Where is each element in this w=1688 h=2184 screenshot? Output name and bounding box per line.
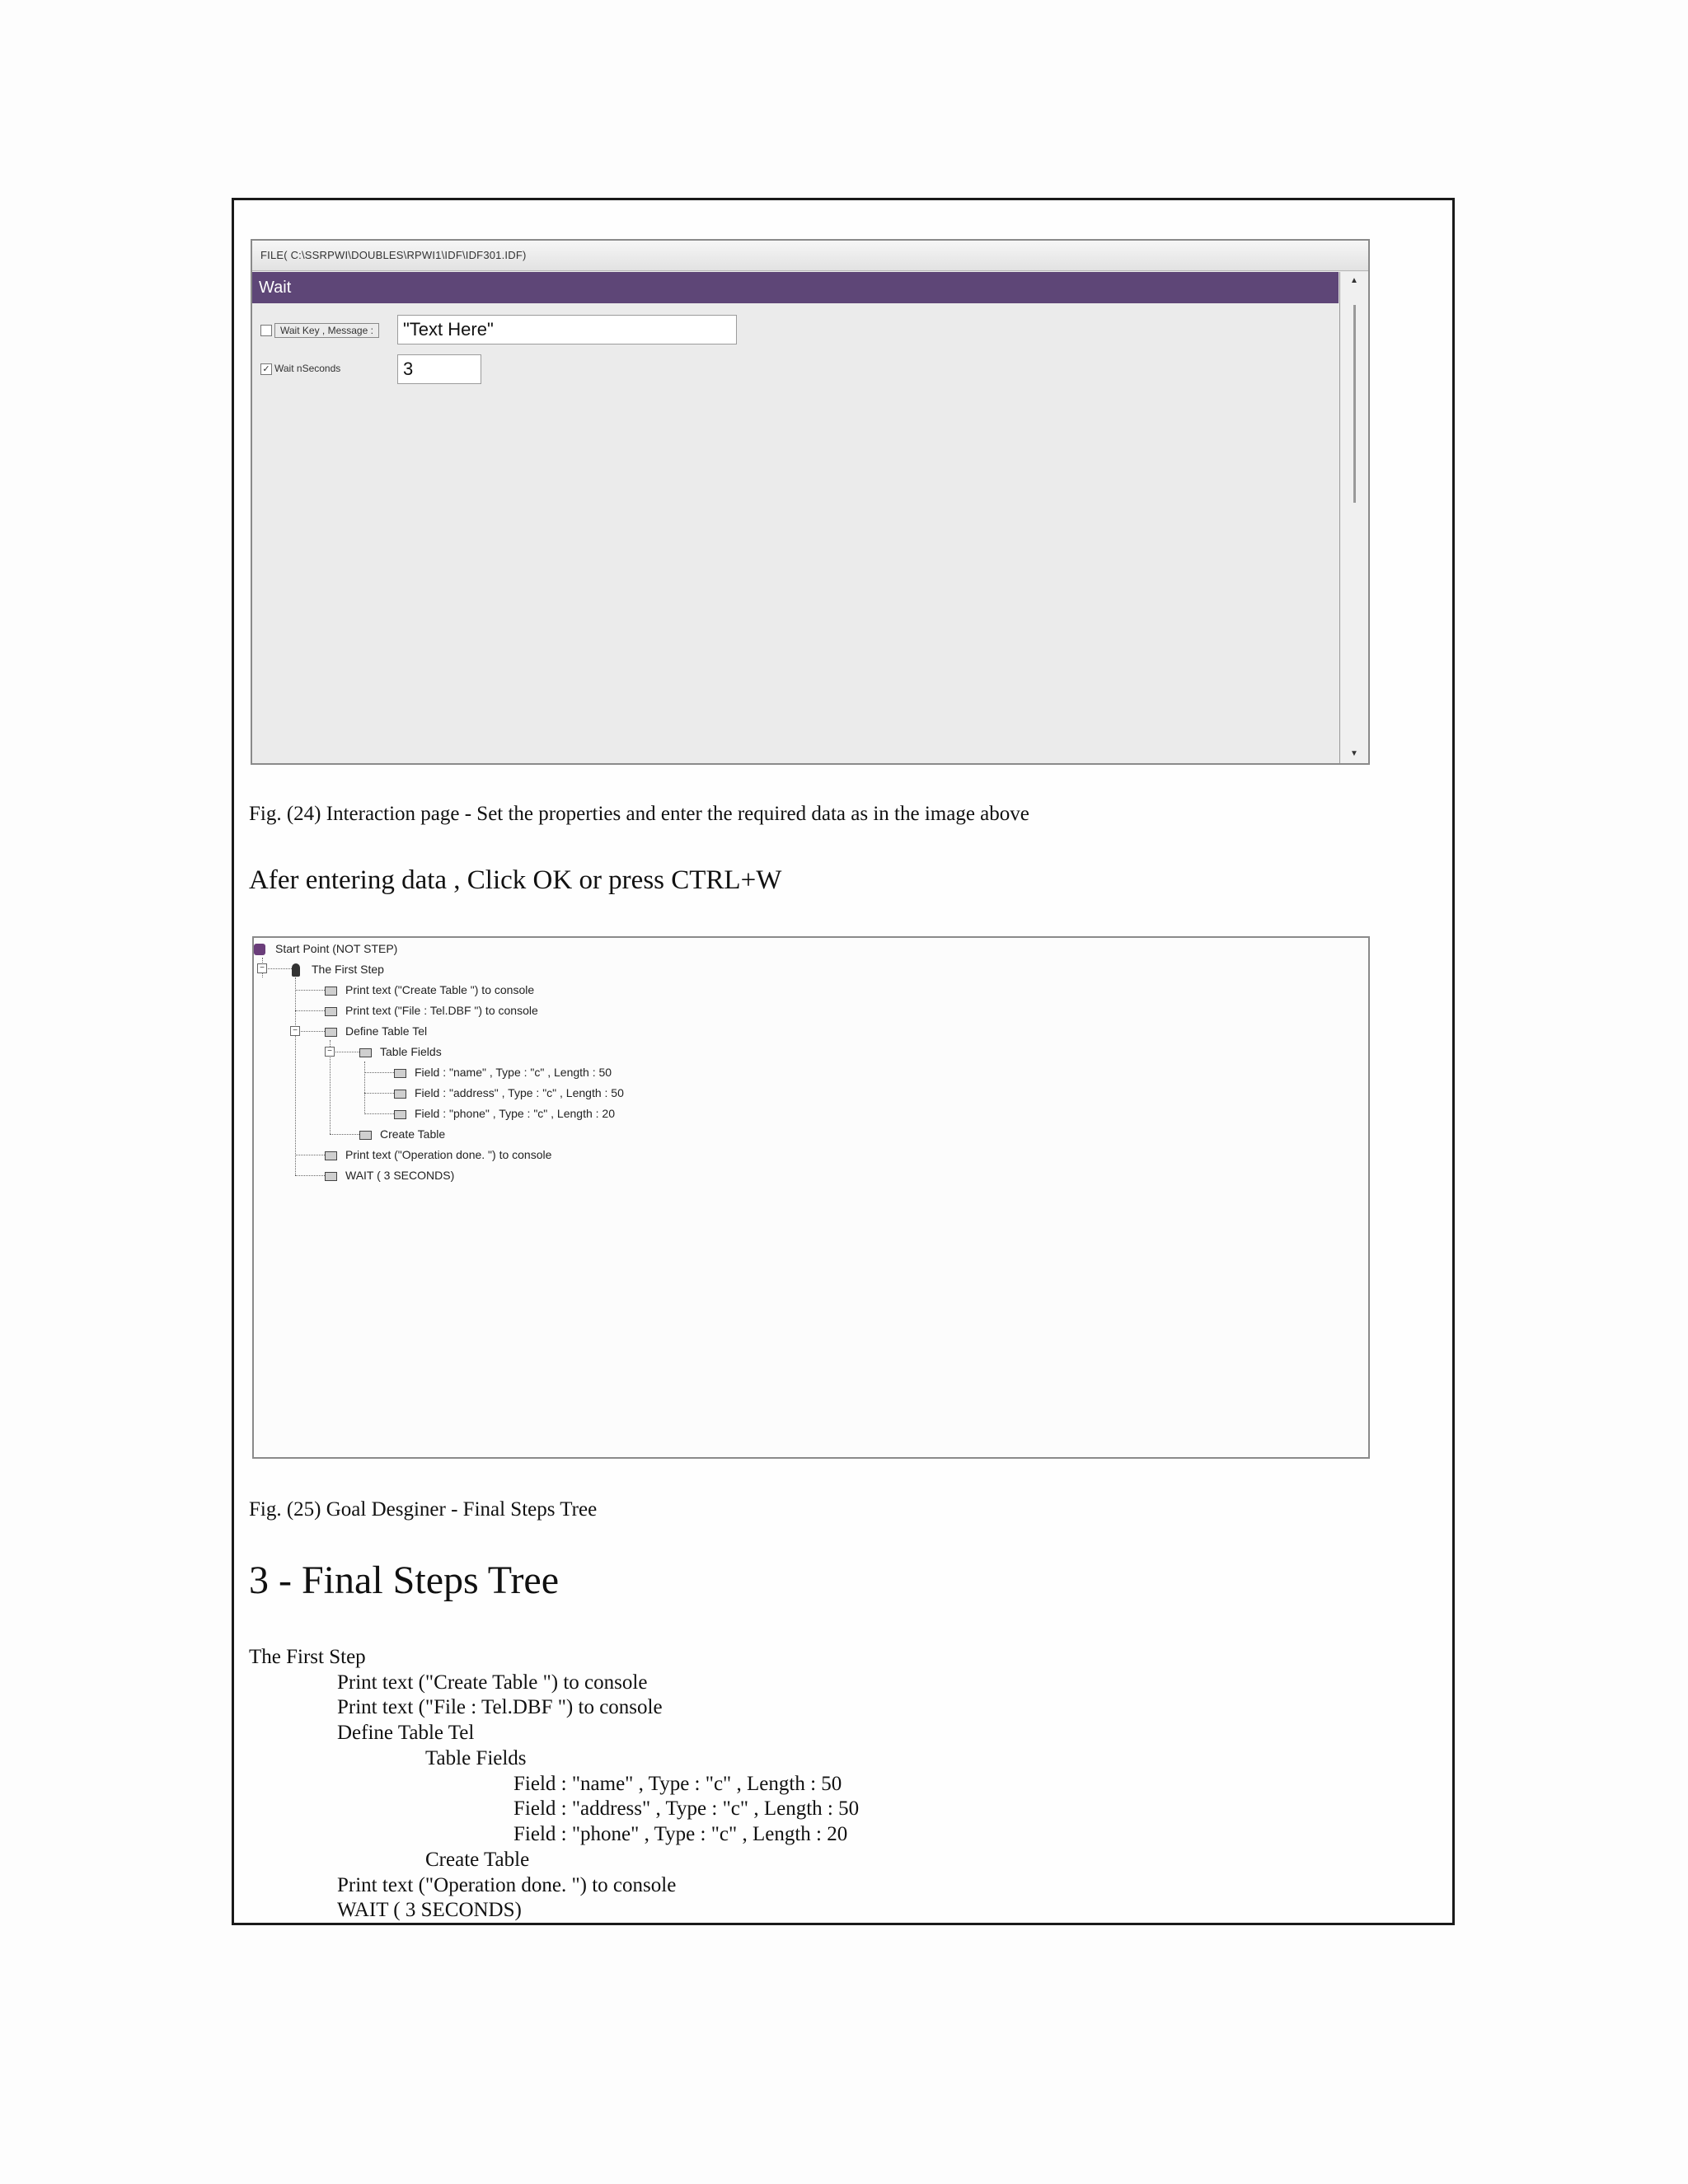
tree-node-label: Print text ("File : Tel.DBF ") to console (345, 1004, 538, 1017)
tree-node-label: Start Point (NOT STEP) (275, 942, 398, 955)
tree-node-first-step[interactable] (292, 962, 384, 977)
scroll-thumb[interactable] (1353, 305, 1356, 503)
final-tree-line: The First Step (249, 1646, 366, 1668)
step-icon (292, 963, 300, 977)
tree-node-label: Print text ("Create Table ") to console (345, 983, 535, 996)
command-icon (359, 1131, 372, 1140)
figure-25-caption: Fig. (25) Goal Desginer - Final Steps Tree (249, 1498, 598, 1521)
final-tree-line: Create Table (425, 1849, 530, 1871)
dialog-title: Wait (252, 272, 1339, 303)
tree-node-label: The First Step (312, 963, 384, 976)
command-icon (325, 987, 337, 996)
final-tree-line: Define Table Tel (337, 1722, 475, 1744)
tree-connector (364, 1072, 394, 1073)
wait-seconds-row (260, 363, 340, 375)
tree-connector (295, 977, 296, 1175)
figure-24-caption: Fig. (24) Interaction page - Set the properties and enter the required data as in the image above (249, 803, 1029, 825)
tree-node[interactable] (325, 1147, 551, 1162)
tree-node[interactable] (394, 1065, 612, 1080)
wait-key-checkbox[interactable] (260, 325, 272, 336)
wait-dialog-screenshot (251, 239, 1370, 765)
scroll-down-icon[interactable]: ▼ (1350, 749, 1358, 758)
tree-connector (295, 1010, 325, 1011)
collapse-table-fields-icon[interactable]: − (325, 1047, 335, 1057)
final-tree-line: Print text ("Operation done. ") to console (337, 1874, 677, 1896)
tree-node-label: Field : "address" , Type : "c" , Length : 50 (415, 1086, 624, 1099)
collapse-first-step-icon[interactable]: − (257, 963, 267, 973)
tree-node-start-point[interactable] (254, 941, 397, 956)
wait-key-message-input[interactable]: "Text Here" (397, 315, 737, 344)
tree-node-label: Field : "name" , Type : "c" , Length : 50 (415, 1066, 612, 1079)
wait-seconds-checkbox[interactable]: ✓ (260, 363, 272, 375)
final-tree-line: Field : "phone" , Type : "c" , Length : 20 (513, 1823, 848, 1845)
wait-seconds-input[interactable]: 3 (397, 354, 481, 384)
final-tree-line: Print text ("File : Tel.DBF ") to console (337, 1696, 663, 1718)
final-tree-line: Field : "address" , Type : "c" , Length : 50 (513, 1797, 860, 1820)
section-heading: 3 - Final Steps Tree (249, 1558, 560, 1602)
tree-node-label: Define Table Tel (345, 1024, 428, 1038)
wait-seconds-label: Wait nSeconds (274, 363, 341, 374)
tree-connector (364, 1062, 365, 1114)
tree-connector (364, 1113, 394, 1114)
command-icon (325, 1151, 337, 1160)
file-path-bar: FILE( C:\SSRPWI\DOUBLES\RPWI1\IDF\IDF301.IDF) (252, 241, 1368, 271)
instruction-text: Afer entering data , Click OK or press CTRL+W (249, 865, 782, 895)
scroll-up-icon[interactable]: ▲ (1350, 276, 1358, 285)
command-icon (394, 1069, 406, 1078)
tree-node-label: WAIT ( 3 SECONDS) (345, 1169, 455, 1182)
tree-connector (330, 1134, 359, 1135)
command-icon (325, 1172, 337, 1181)
tree-node-label: Print text ("Operation done. ") to console (345, 1148, 552, 1161)
tree-connector (364, 1093, 394, 1094)
final-tree-line: Table Fields (425, 1747, 527, 1769)
tree-node[interactable] (325, 1024, 427, 1038)
command-icon (325, 1007, 337, 1016)
collapse-define-table-icon[interactable]: − (290, 1026, 300, 1036)
tree-connector (295, 1175, 325, 1176)
steps-tree-screenshot (252, 936, 1370, 1459)
tree-connector (295, 990, 325, 991)
final-tree-line: Print text ("Create Table ") to console (337, 1671, 648, 1694)
command-icon (394, 1110, 406, 1119)
tree-node[interactable] (394, 1085, 624, 1100)
wait-key-label: Wait Key , Message : (274, 323, 379, 338)
command-icon (394, 1090, 406, 1099)
tree-node[interactable] (359, 1127, 445, 1141)
tree-node-label: Create Table (380, 1127, 446, 1141)
command-icon (359, 1048, 372, 1057)
vertical-scrollbar[interactable] (1339, 272, 1368, 763)
tree-node[interactable] (325, 1168, 454, 1183)
final-tree-line: Field : "name" , Type : "c" , Length : 50 (513, 1773, 842, 1795)
tree-node-label: Table Fields (380, 1045, 442, 1058)
tree-node[interactable] (394, 1106, 615, 1121)
start-point-icon (254, 944, 265, 955)
final-tree-line: WAIT ( 3 SECONDS) (337, 1899, 522, 1921)
wait-key-row (260, 323, 379, 338)
tree-node[interactable] (325, 1003, 538, 1018)
tree-node[interactable] (325, 982, 534, 997)
tree-node-label: Field : "phone" , Type : "c" , Length : 20 (415, 1107, 615, 1120)
command-icon (325, 1028, 337, 1037)
tree-node[interactable] (359, 1044, 442, 1059)
